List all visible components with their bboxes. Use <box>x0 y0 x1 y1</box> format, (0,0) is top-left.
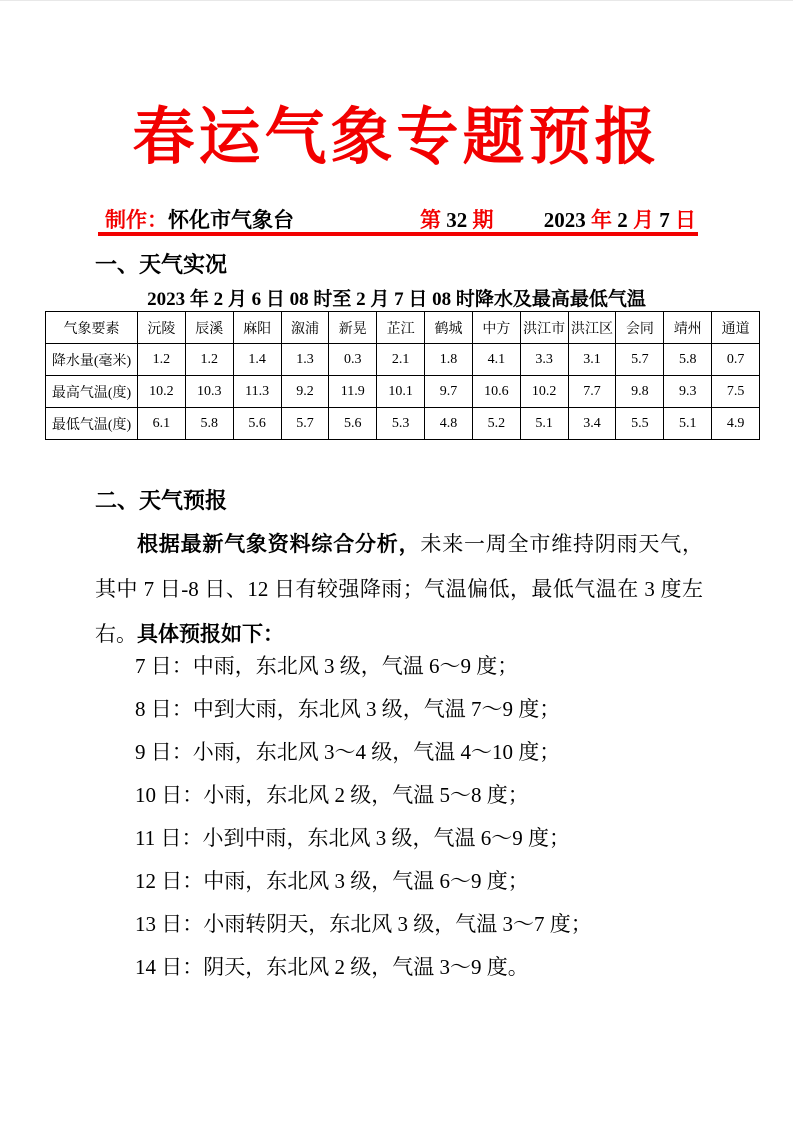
table-cell: 5.5 <box>616 408 664 440</box>
forecast-line-day10: 10 日：小雨，东北风 2 级，气温 5～8 度； <box>135 783 529 807</box>
date-year: 2023 <box>543 208 586 232</box>
table-cell: 11.3 <box>233 376 281 408</box>
forecast-intro <box>95 522 703 657</box>
table-header-cell: 辰溪 <box>185 312 233 344</box>
table-cell: 10.6 <box>472 376 520 408</box>
intro-lead: 根据最新气象资料综合分析， <box>137 533 421 556</box>
document-title: 春运气象专题预报 <box>132 104 661 172</box>
intro-tail: 具体预报如下： <box>137 623 284 646</box>
table-cell: 5.1 <box>520 408 568 440</box>
table-cell: 5.7 <box>281 408 329 440</box>
table-header-cell: 溆浦 <box>281 312 329 344</box>
date-year-unit: 年 <box>585 208 618 232</box>
intro-body: 未来一周全市维持阴雨天气，其中 7 日-8 日、12 日有较强降雨；气温偏低，最低气温在 3 度左右。 <box>95 532 704 646</box>
table-header-cell: 麻阳 <box>233 312 281 344</box>
table-cell: 9.8 <box>616 376 664 408</box>
issue-prefix: 第 <box>420 208 441 232</box>
table-cell: 9.3 <box>664 376 712 408</box>
header-divider <box>98 232 698 236</box>
table-row-label: 最低气温(度) <box>46 408 138 440</box>
table-cell: 2.1 <box>377 344 425 376</box>
table-row-label: 降水量(毫米) <box>46 344 138 376</box>
table-header-cell: 芷江 <box>377 312 425 344</box>
table-header-cell: 洪江区 <box>568 312 616 344</box>
table-cell: 7.5 <box>712 376 760 408</box>
table-cell: 10.1 <box>377 376 425 408</box>
table-cell: 5.3 <box>377 408 425 440</box>
table-row-min-temp <box>46 408 760 440</box>
producer <box>105 204 294 234</box>
table-cell: 9.7 <box>425 376 473 408</box>
table-cell: 1.2 <box>138 344 186 376</box>
date-day: 7 <box>659 208 670 232</box>
table-cell: 4.9 <box>712 408 760 440</box>
table-header-cell: 鹤城 <box>425 312 473 344</box>
issue-number <box>420 204 494 234</box>
date-month-unit: 月 <box>627 208 660 232</box>
table-cell: 0.3 <box>329 344 377 376</box>
weather-observation-table <box>45 311 760 440</box>
table-cell: 3.1 <box>568 344 616 376</box>
table-header-cell: 通道 <box>712 312 760 344</box>
table-cell: 7.7 <box>568 376 616 408</box>
forecast-line-day11: 11 日：小到中雨，东北风 3 级，气温 6～9 度； <box>135 826 570 850</box>
table-cell: 5.2 <box>472 408 520 440</box>
section1-heading: 一、天气实况 <box>95 252 228 277</box>
forecast-line-day13: 13 日：小雨转阴天，东北风 3 级，气温 3～7 度； <box>135 912 592 936</box>
table-cell: 1.4 <box>233 344 281 376</box>
table-header-cell: 沅陵 <box>138 312 186 344</box>
forecast-line-day9: 9 日：小雨，东北风 3～4 级，气温 4～10 度； <box>135 740 561 764</box>
section2-heading: 二、天气预报 <box>95 488 228 513</box>
table-cell: 10.3 <box>185 376 233 408</box>
date-day-unit: 日 <box>669 208 696 232</box>
table-cell: 10.2 <box>520 376 568 408</box>
table-row-precipitation <box>46 344 760 376</box>
table-cell: 4.8 <box>425 408 473 440</box>
table-title: 2023 年 2 月 6 日 08 时至 2 月 7 日 08 时降水及最高最低气温 <box>147 289 646 310</box>
date-month: 2 <box>617 208 628 232</box>
table-cell: 5.6 <box>329 408 377 440</box>
table-header-cell: 新晃 <box>329 312 377 344</box>
table-header-cell: 会同 <box>616 312 664 344</box>
producer-name: 怀化市气象台 <box>168 208 294 232</box>
forecast-line-day12: 12 日：中雨，东北风 3 级，气温 6～9 度； <box>135 869 529 893</box>
forecast-line-day7: 7 日：中雨，东北风 3 级，气温 6～9 度； <box>135 654 519 678</box>
table-header-cell: 洪江市 <box>520 312 568 344</box>
producer-label: 制作： <box>105 208 168 232</box>
table-cell: 3.4 <box>568 408 616 440</box>
forecast-line-day14: 14 日：阴天，东北风 2 级，气温 3～9 度。 <box>135 955 529 979</box>
table-cell: 6.1 <box>138 408 186 440</box>
forecast-list <box>135 645 715 989</box>
table-cell: 1.8 <box>425 344 473 376</box>
table-cell: 5.6 <box>233 408 281 440</box>
meta-row <box>0 204 793 232</box>
table-cell: 5.1 <box>664 408 712 440</box>
table-row-max-temp <box>46 376 760 408</box>
table-cell: 9.2 <box>281 376 329 408</box>
issue-value: 32 <box>441 208 473 232</box>
table-cell: 5.8 <box>664 344 712 376</box>
table-cell: 0.7 <box>712 344 760 376</box>
table-header-cell: 中方 <box>472 312 520 344</box>
table-cell: 4.1 <box>472 344 520 376</box>
forecast-line-day8: 8 日：中到大雨，东北风 3 级，气温 7～9 度； <box>135 697 561 721</box>
table-cell: 5.7 <box>616 344 664 376</box>
issue-suffix: 期 <box>472 208 494 232</box>
table-header-cell: 气象要素 <box>46 312 138 344</box>
table-header-row <box>46 312 760 344</box>
table-cell: 1.2 <box>185 344 233 376</box>
table-cell: 5.8 <box>185 408 233 440</box>
table-cell: 1.3 <box>281 344 329 376</box>
table-cell: 10.2 <box>138 376 186 408</box>
table-cell: 3.3 <box>520 344 568 376</box>
table-row-label: 最高气温(度) <box>46 376 138 408</box>
issue-date <box>544 204 696 234</box>
table-cell: 11.9 <box>329 376 377 408</box>
table-header-cell: 靖州 <box>664 312 712 344</box>
